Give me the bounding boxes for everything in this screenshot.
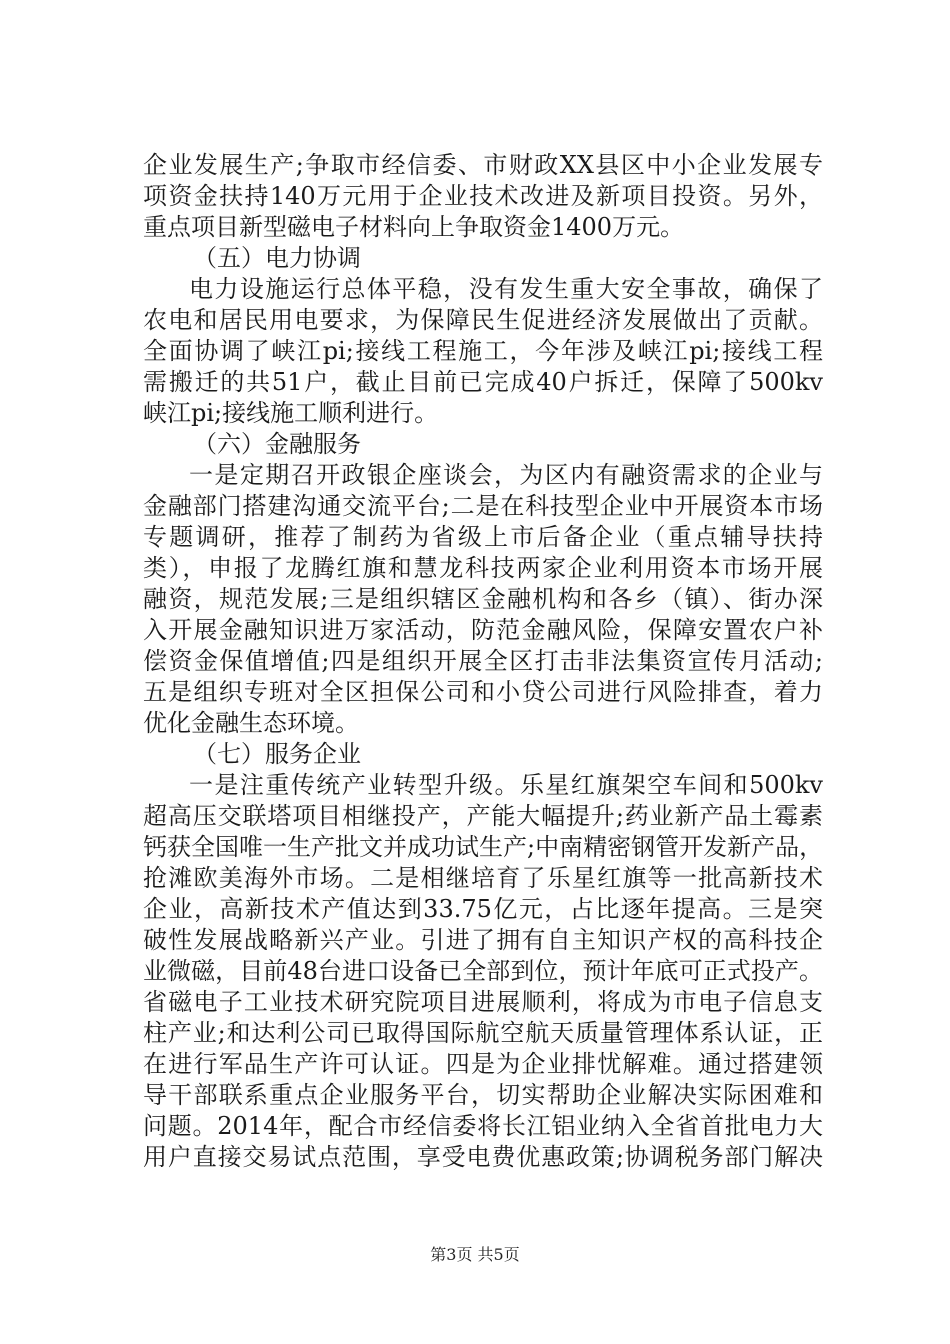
- text-line: 一是注重传统产业转型升级。乐星红旗架空车间和500kv: [189, 771, 823, 799]
- page-number: 第3页 共5页: [430, 1245, 520, 1264]
- text-line: 优化金融生态环境。: [143, 709, 359, 737]
- text-line: 五是组织专班对全区担保公司和小贷公司进行风险排查，着力: [143, 678, 823, 706]
- section-heading: （六）金融服务: [193, 430, 361, 458]
- page-footer: [0, 1245, 950, 1265]
- text-line: 偿资金保值增值;四是组织开展全区打击非法集资宣传月活动;: [143, 647, 823, 675]
- text-line: 在进行军品生产许可认证。四是为企业排忧解难。通过搭建领: [143, 1050, 823, 1078]
- text-line: 问题。2014年，配合市经信委将长江铝业纳入全省首批电力大: [143, 1112, 823, 1140]
- text-line: 超高压交联塔项目相继投产，产能大幅提升;药业新产品土霉素: [143, 802, 823, 830]
- text-line: 导干部联系重点企业服务平台，切实帮助企业解决实际困难和: [143, 1081, 823, 1109]
- text-line: 钙获全国唯一生产批文并成功试生产;中南精密钢管开发新产品，: [143, 833, 824, 861]
- text-line: 用户直接交易试点范围，享受电费优惠政策;协调税务部门解决: [143, 1143, 823, 1171]
- text-line: 金融部门搭建沟通交流平台;二是在科技型企业中开展资本市场: [143, 492, 823, 520]
- text-line: 企业，高新技术产值达到33.75亿元，占比逐年提高。三是突: [143, 895, 823, 923]
- text-line: 峡江pi;接线施工顺利进行。: [143, 399, 439, 427]
- text-line: 全面协调了峡江pi;接线工程施工，今年涉及峡江pi;接线工程: [143, 337, 823, 365]
- text-line: 一是定期召开政银企座谈会，为区内有融资需求的企业与: [189, 461, 823, 489]
- text-line: 入开展金融知识进万家活动，防范金融风险，保障安置农户补: [143, 616, 823, 644]
- text-line: 电力设施运行总体平稳，没有发生重大安全事故，确保了: [189, 275, 823, 303]
- text-line: 柱产业;和达利公司已取得国际航空航天质量管理体系认证，正: [143, 1019, 823, 1047]
- text-line: 融资，规范发展;三是组织辖区金融机构和各乡（镇）、街办深: [143, 585, 823, 613]
- section-heading: （五）电力协调: [193, 244, 361, 272]
- text-line: 抢滩欧美海外市场。二是相继培育了乐星红旗等一批高新技术: [143, 864, 823, 892]
- text-line: 农电和居民用电要求，为保障民生促进经济发展做出了贡献。: [143, 306, 823, 334]
- text-line: 破性发展战略新兴产业。引进了拥有自主知识产权的高科技企: [143, 926, 823, 954]
- section-heading: （七）服务企业: [193, 740, 361, 768]
- text-line: 项资金扶持140万元用于企业技术改进及新项目投资。另外，: [143, 182, 823, 210]
- text-line: 类），申报了龙腾红旗和慧龙科技两家企业利用资本市场开展: [143, 554, 823, 582]
- text-line: 重点项目新型磁电子材料向上争取资金1400万元。: [143, 213, 685, 241]
- text-line: 专题调研，推荐了制药为省级上市后备企业（重点辅导扶持: [143, 523, 823, 551]
- document-body: [143, 150, 823, 1173]
- text-line: 业微磁，目前48台进口设备已全部到位，预计年底可正式投产。: [143, 957, 823, 985]
- text-line: 省磁电子工业技术研究院项目进展顺利，将成为市电子信息支: [143, 988, 823, 1016]
- text-line: 需搬迁的共51户，截止目前已完成40户拆迁，保障了500kv: [143, 368, 823, 396]
- text-line: 企业发展生产;争取市经信委、市财政XX县区中小企业发展专: [143, 151, 823, 179]
